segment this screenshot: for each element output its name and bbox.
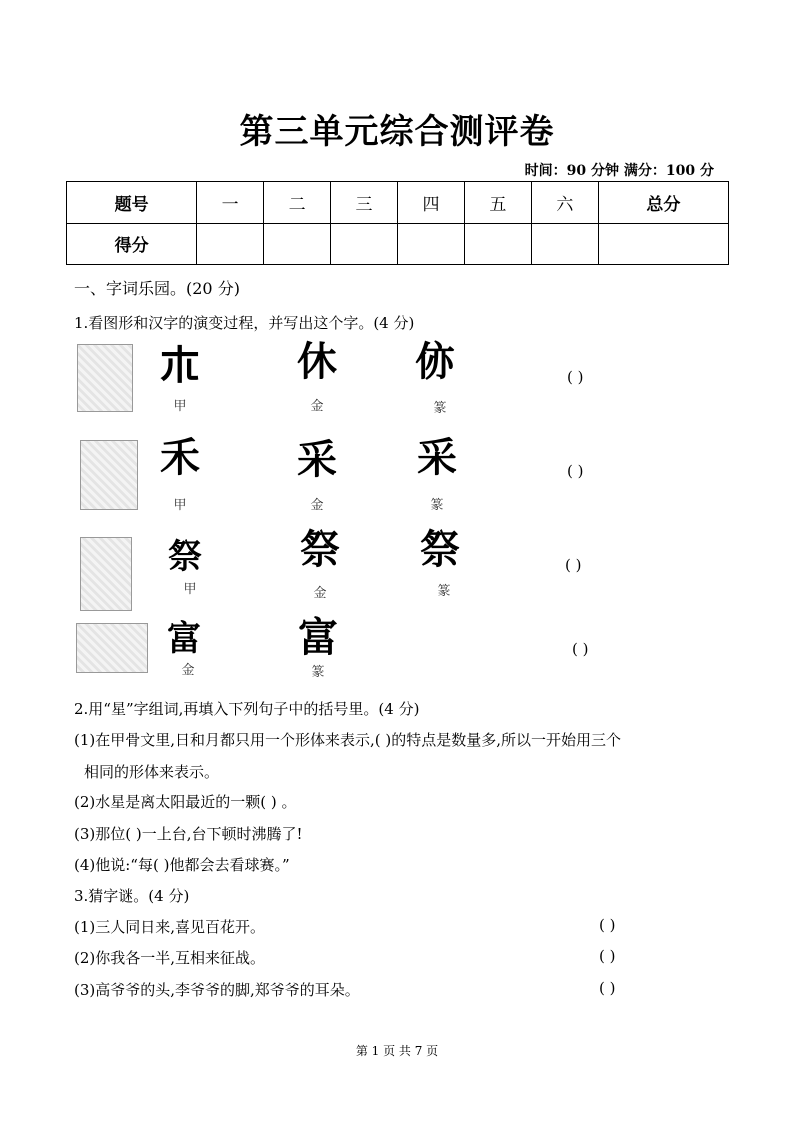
score-table [66, 181, 729, 265]
score-header-cell: 一 [197, 182, 264, 224]
score-header-cell: 二 [264, 182, 331, 224]
bronze-glyph: 富 [167, 619, 201, 659]
section-1-heading: 一、字词乐园。(20 分) [74, 279, 240, 298]
seal-glyph: 㑊 [415, 338, 455, 385]
answer-blank[interactable]: ( ) [567, 462, 584, 480]
bronze-glyph: 采 [297, 436, 337, 483]
glyph-caption: 甲 [173, 498, 187, 513]
oracle-glyph: 𣎳 [160, 342, 200, 389]
score-header-cell: 四 [397, 182, 464, 224]
exam-meta: 时间：90 分钟 满分：100 分 [524, 163, 714, 179]
picking-fruit-picture [80, 440, 138, 510]
question-2-item[interactable]: (4)他说:“每( )他都会去看球赛。” [74, 856, 290, 874]
score-cell[interactable] [397, 223, 464, 265]
glyph-caption: 金 [310, 498, 324, 513]
score-cell[interactable] [531, 223, 598, 265]
riddle-item: (1)三人同日来,喜见百花开。 [74, 918, 266, 936]
question-2-text: 2.用“星”字组词,再填入下列句子中的括号里。(4 分) [74, 700, 420, 718]
score-cell[interactable] [197, 223, 264, 265]
altar-sacrifice-picture [80, 537, 132, 611]
glyph-caption: 甲 [183, 582, 197, 597]
riddle-item: (3)高爷爷的头,李爷爷的脚,郑爷爷的耳朵。 [74, 981, 360, 999]
answer-blank[interactable]: ( ) [599, 916, 616, 934]
answer-blank[interactable]: ( ) [599, 947, 616, 965]
oracle-glyph: 祭 [168, 537, 202, 577]
glyph-caption: 金 [310, 399, 324, 414]
score-header-cell: 总分 [598, 182, 728, 224]
riddle-item: (2)你我各一半,互相来征战。 [74, 949, 266, 967]
bronze-glyph: 休 [297, 338, 337, 385]
answer-blank[interactable]: ( ) [572, 640, 589, 658]
score-cell[interactable] [331, 223, 398, 265]
score-header-cell: 五 [464, 182, 531, 224]
score-table-header-row [67, 182, 729, 224]
question-2-item[interactable]: (1)在甲骨文里,日和月都只用一个形体来表示,( )的特点是数量多,所以一开始用三个 [74, 731, 622, 749]
seal-glyph: 富 [298, 614, 338, 661]
answer-blank[interactable]: ( ) [567, 368, 584, 386]
house-picture [76, 623, 148, 673]
page-title: 第三单元综合测评卷 [239, 112, 555, 152]
score-cell[interactable] [464, 223, 531, 265]
score-header-cell: 题号 [67, 182, 197, 224]
score-header-cell: 六 [531, 182, 598, 224]
score-header-cell: 三 [331, 182, 398, 224]
glyph-caption: 篆 [437, 584, 451, 599]
answer-blank[interactable]: ( ) [565, 556, 582, 574]
question-3-text: 3.猜字谜。(4 分) [74, 887, 190, 905]
question-2-item[interactable]: (3)那位( )一上台,台下顿时沸腾了! [74, 825, 303, 843]
answer-blank[interactable]: ( ) [599, 979, 616, 997]
question-1-text: 1.看图形和汉字的演变过程，并写出这个字。(4 分) [74, 314, 415, 332]
oracle-glyph: 禾 [160, 434, 200, 481]
score-cell[interactable] [598, 223, 728, 265]
question-2-item[interactable]: (2)水星是离太阳最近的一颗( ) 。 [74, 793, 297, 811]
bronze-glyph: 祭 [300, 526, 340, 573]
tree-person-picture [77, 344, 133, 412]
glyph-caption: 篆 [430, 498, 444, 513]
glyph-caption: 篆 [433, 401, 447, 416]
glyph-caption: 甲 [173, 399, 187, 414]
score-table-score-row [67, 223, 729, 265]
score-cell[interactable] [264, 223, 331, 265]
glyph-caption: 金 [313, 586, 327, 601]
question-2-item: 相同的形体来表示。 [84, 763, 220, 781]
seal-glyph: 祭 [420, 526, 460, 573]
score-row-label: 得分 [67, 223, 197, 265]
glyph-caption: 金 [181, 663, 195, 678]
seal-glyph: 采 [417, 434, 457, 481]
glyph-caption: 篆 [311, 665, 325, 680]
page-footer: 第 1 页 共 7 页 [355, 1044, 439, 1058]
